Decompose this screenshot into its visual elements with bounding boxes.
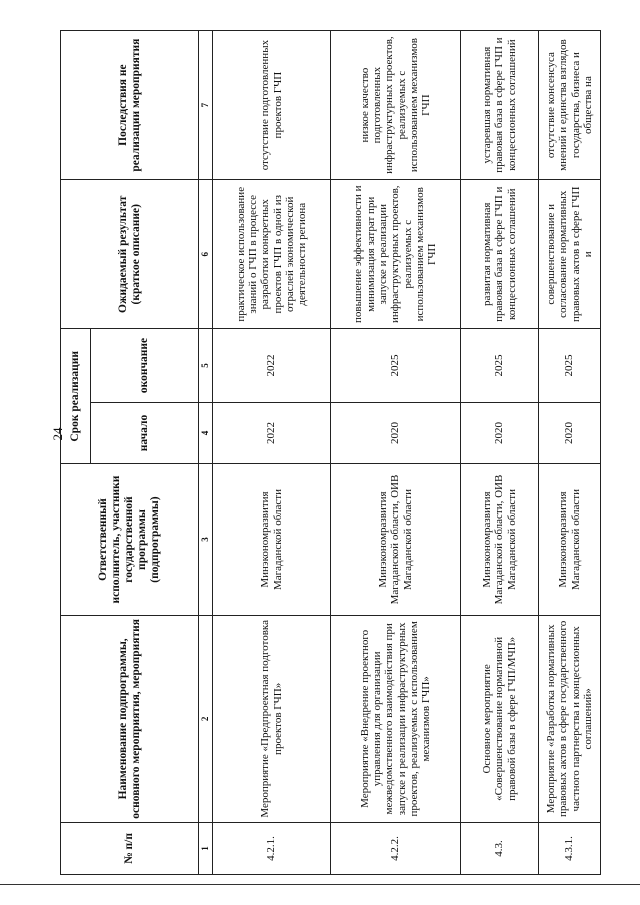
row-consequence: устаревшая нормативная правовая база в сфере ГЧП и концессионных соглашений (461, 31, 539, 180)
row-start: 2022 (213, 402, 331, 464)
index-cell: 2 (199, 615, 213, 822)
row-num: 4.2.2. (331, 822, 461, 874)
measures-table (60, 30, 601, 875)
row-consequence: низкое качество подготовленных инфраструктурных проектов, реализуемых с использованием механизмов ГЧП (331, 31, 461, 180)
rotated-table-wrapper (60, 30, 600, 875)
row-num: 4.2.1. (213, 822, 331, 874)
row-end: 2022 (213, 329, 331, 402)
page-number: 24 (50, 427, 65, 441)
index-cell: 4 (199, 402, 213, 464)
index-row (199, 31, 213, 875)
row-result: совершенствование и согласование нормативных правовых актов в сфере ГЧП и (539, 180, 601, 329)
row-name: Мероприятие «Внедрение проектного управления для организации межведомственного взаимодействия при запуске и реализации инфраструктурных проектов, реализуемых с использованием механизмов ГЧП» (331, 615, 461, 822)
header-consequence: Последствия не реализации мероприятия (61, 31, 199, 180)
row-num: 4.3. (461, 822, 539, 874)
row-name: Основное мероприятие «Совершенствование нормативной правовой базы в сфере ГЧП/МЧП» (461, 615, 539, 822)
index-cell: 5 (199, 329, 213, 402)
index-cell: 3 (199, 464, 213, 616)
header-num: № п/п (61, 822, 199, 874)
row-result: развитая нормативная правовая база в сфере ГЧП и концессионных соглашений (461, 180, 539, 329)
row-consequence: отсутствие подготовленных проектов ГЧП (213, 31, 331, 180)
row-result: практическое использование знаний о ГЧП в процессе разработки конкретных проектов ГЧП в одной из отраслей экономической деятельности региона (213, 180, 331, 329)
page-bottom-rule (0, 884, 640, 885)
header-start: начало (91, 402, 199, 464)
index-cell: 7 (199, 31, 213, 180)
table-row (539, 31, 601, 875)
index-cell: 1 (199, 822, 213, 874)
row-executor: Минэкономразвития Магаданской области (539, 464, 601, 616)
row-num: 4.3.1. (539, 822, 601, 874)
table-row (213, 31, 331, 875)
table-row (331, 31, 461, 875)
header-executor: Ответственный исполнитель, участники государственной программы (подпрограммы) (61, 464, 199, 616)
row-start: 2020 (461, 402, 539, 464)
row-end: 2025 (331, 329, 461, 402)
row-name: Мероприятие «Разработка нормативных правовых актов в сфере государственного частного партнерства и концессионных соглашений» (539, 615, 601, 822)
header-period: Срок реализации (61, 329, 91, 464)
row-name: Мероприятие «Предпроектная подготовка проектов ГЧП» (213, 615, 331, 822)
row-result: повышение эффективности и минимизация затрат при запуске и реализации инфраструктурных проектов, реализуемых с использованием механизмов ГЧП (331, 180, 461, 329)
header-name: Наименование подпрограммы, основного мероприятия, мероприятия (61, 615, 199, 822)
row-start: 2020 (331, 402, 461, 464)
row-end: 2025 (539, 329, 601, 402)
row-end: 2025 (461, 329, 539, 402)
row-start: 2020 (539, 402, 601, 464)
row-executor: Минэкономразвития Магаданской области, ОИВ Магаданской области (331, 464, 461, 616)
table-row (461, 31, 539, 875)
row-consequence: отсутствие консенсуса мнений и единства взглядов государства, бизнеса и общества на (539, 31, 601, 180)
index-cell: 6 (199, 180, 213, 329)
header-result: Ожидаемый результат (краткое описание) (61, 180, 199, 329)
row-executor: Минэкономразвития Магаданской области, ОИВ Магаданской области (461, 464, 539, 616)
header-end: окончание (91, 329, 199, 402)
header-row-1 (61, 31, 91, 875)
row-executor: Минэкономразвития Магаданской области (213, 464, 331, 616)
